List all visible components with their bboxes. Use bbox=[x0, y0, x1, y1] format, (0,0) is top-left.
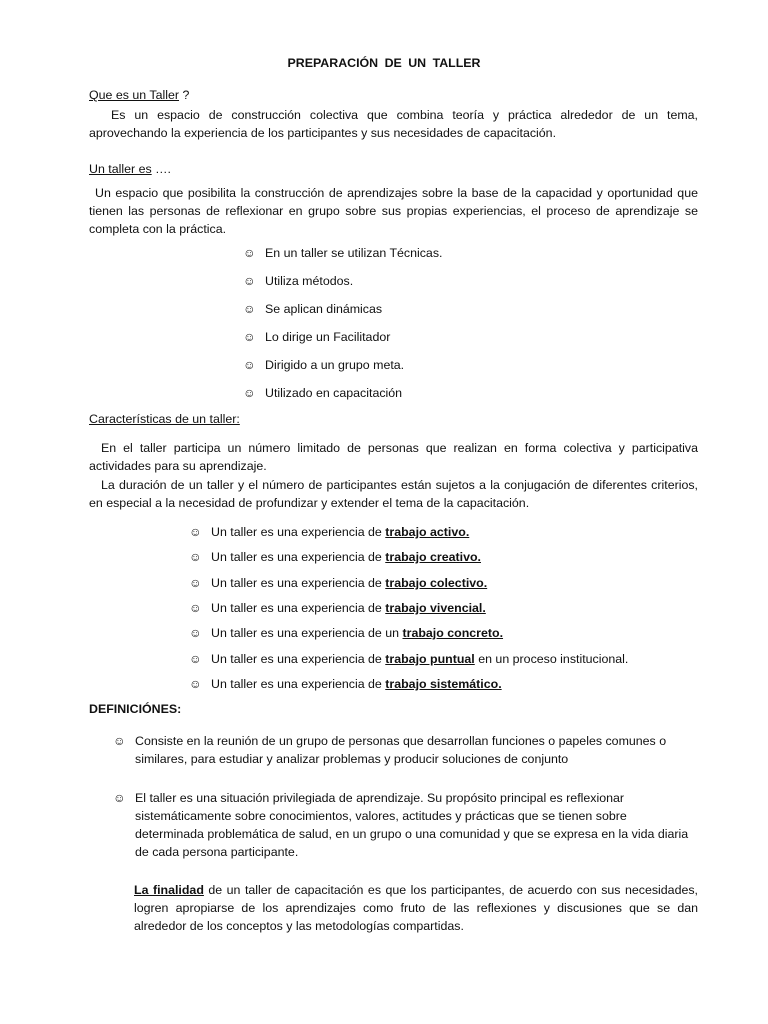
list-item-emphasis: trabajo concreto. bbox=[402, 626, 504, 640]
list-item bbox=[243, 328, 390, 346]
finalidad-text: de un taller de capacitación es que los participantes, de acuerdo con sus necesidades, logren apropiarse de los aprendizajes como fruto de las reflexiones y discusiones que se dan alrededor de los conceptos y las metodologías compartidas. bbox=[134, 883, 698, 933]
heading-que-es-label: Que es un Taller bbox=[89, 88, 180, 102]
smiley-icon: ☺ bbox=[243, 386, 256, 400]
list-item-emphasis: trabajo colectivo. bbox=[385, 576, 488, 590]
heading-definiciones: DEFINICIÓNES: bbox=[89, 702, 182, 716]
heading-que-es bbox=[89, 86, 189, 104]
smiley-icon: ☺ bbox=[189, 601, 202, 615]
smiley-icon: ☺ bbox=[189, 652, 202, 666]
paragraph-que-es: Es un espacio de construcción colectiva que combina teoría y práctica alrededor de un tema, aprovechando la experiencia de los participantes y sus necesidades de capacitación. bbox=[89, 108, 698, 140]
list-item bbox=[243, 384, 402, 402]
list-item bbox=[189, 548, 481, 566]
smiley-icon: ☺ bbox=[189, 525, 202, 539]
smiley-icon: ☺ bbox=[243, 330, 256, 344]
list-item-text: Utiliza métodos. bbox=[265, 274, 354, 288]
heading-un-taller-es bbox=[89, 160, 171, 178]
paragraph-un-taller-es: Un espacio que posibilita la construcción de aprendizajes sobre la base de la capacidad y oportunidad que tienen las personas de reflexionar en grupo sobre sus propias experiencias, el proceso de aprendizaje se completa con la práctica. bbox=[89, 186, 698, 236]
heading-que-es-mark: ? bbox=[179, 88, 190, 102]
list-item bbox=[243, 244, 442, 262]
smiley-icon: ☺ bbox=[243, 246, 256, 260]
list-item-text: Dirigido a un grupo meta. bbox=[265, 358, 405, 372]
heading-caracteristicas: Características de un taller: bbox=[89, 412, 240, 426]
list-item bbox=[189, 624, 503, 642]
list-item bbox=[243, 356, 404, 374]
smiley-icon: ☺ bbox=[113, 791, 126, 805]
list-item bbox=[243, 272, 353, 290]
smiley-icon: ☺ bbox=[189, 626, 202, 640]
heading-un-taller-es-suffix: …. bbox=[151, 162, 171, 176]
list-item-text: Un taller es una experiencia de bbox=[211, 525, 386, 539]
list-item bbox=[189, 574, 487, 592]
definition-item bbox=[113, 789, 698, 861]
list-item-text: Lo dirige un Facilitador bbox=[265, 330, 391, 344]
list-item bbox=[189, 650, 628, 668]
list-item-emphasis: trabajo vivencial. bbox=[385, 601, 486, 615]
definition-text: Consiste en la reunión de un grupo de personas que desarrollan funciones o papeles comunes o similares, para estudiar y analizar problemas y producir soluciones de conjunto bbox=[135, 734, 667, 766]
paragraph-finalidad bbox=[134, 881, 698, 935]
heading-un-taller-es-label: Un taller es bbox=[89, 162, 152, 176]
smiley-icon: ☺ bbox=[113, 734, 126, 748]
list-item bbox=[189, 523, 469, 541]
definition-item bbox=[113, 732, 698, 768]
list-item-text: Un taller es una experiencia de bbox=[211, 652, 386, 666]
smiley-icon: ☺ bbox=[243, 274, 256, 288]
list-item-emphasis: trabajo activo. bbox=[385, 525, 470, 539]
paragraph-caracteristicas-2: La duración de un taller y el número de participantes están sujetos a la conjugación de diferentes criterios, en especial a la necesidad de profundizar y extender el tema de la capacitación. bbox=[89, 478, 698, 510]
list-item-text: Utilizado en capacitación bbox=[265, 386, 403, 400]
smiley-icon: ☺ bbox=[189, 550, 202, 564]
list-item-post: en un proceso institucional. bbox=[474, 652, 629, 666]
list-item-text: Un taller es una experiencia de bbox=[211, 550, 386, 564]
list-item-text: Un taller es una experiencia de bbox=[211, 601, 386, 615]
list-item-text: Un taller es una experiencia de bbox=[211, 677, 386, 691]
smiley-icon: ☺ bbox=[189, 677, 202, 691]
list-item-text: Un taller es una experiencia de bbox=[211, 576, 386, 590]
page-title: PREPARACIÓN DE UN TALLER bbox=[287, 56, 481, 70]
list-item-emphasis: trabajo creativo. bbox=[385, 550, 481, 564]
definition-text: El taller es una situación privilegiada de aprendizaje. Su propósito principal es reflexionar sistemáticamente sobre conocimientos, valores, actitudes y prácticas que se tienen sobre determinada problemática de salud, en un grupo o una comunidad y que se expresa en la vida diaria de cada persona participante. bbox=[135, 791, 689, 859]
smiley-icon: ☺ bbox=[243, 358, 256, 372]
list-item-text: Un taller es una experiencia de un bbox=[211, 626, 403, 640]
list-item-text: Se aplican dinámicas bbox=[265, 302, 383, 316]
list-item bbox=[243, 300, 382, 318]
list-item-emphasis: trabajo sistemático. bbox=[385, 677, 502, 691]
paragraph-caracteristicas-1: En el taller participa un número limitado de personas que realizan en forma colectiva y participativa actividades para su aprendizaje. bbox=[89, 441, 698, 473]
list-item bbox=[189, 675, 502, 693]
list-item-emphasis: trabajo puntual bbox=[385, 652, 475, 666]
finalidad-label: La finalidad bbox=[134, 883, 204, 897]
list-item bbox=[189, 599, 486, 617]
smiley-icon: ☺ bbox=[243, 302, 256, 316]
list-item-text: En un taller se utilizan Técnicas. bbox=[265, 246, 443, 260]
smiley-icon: ☺ bbox=[189, 576, 202, 590]
